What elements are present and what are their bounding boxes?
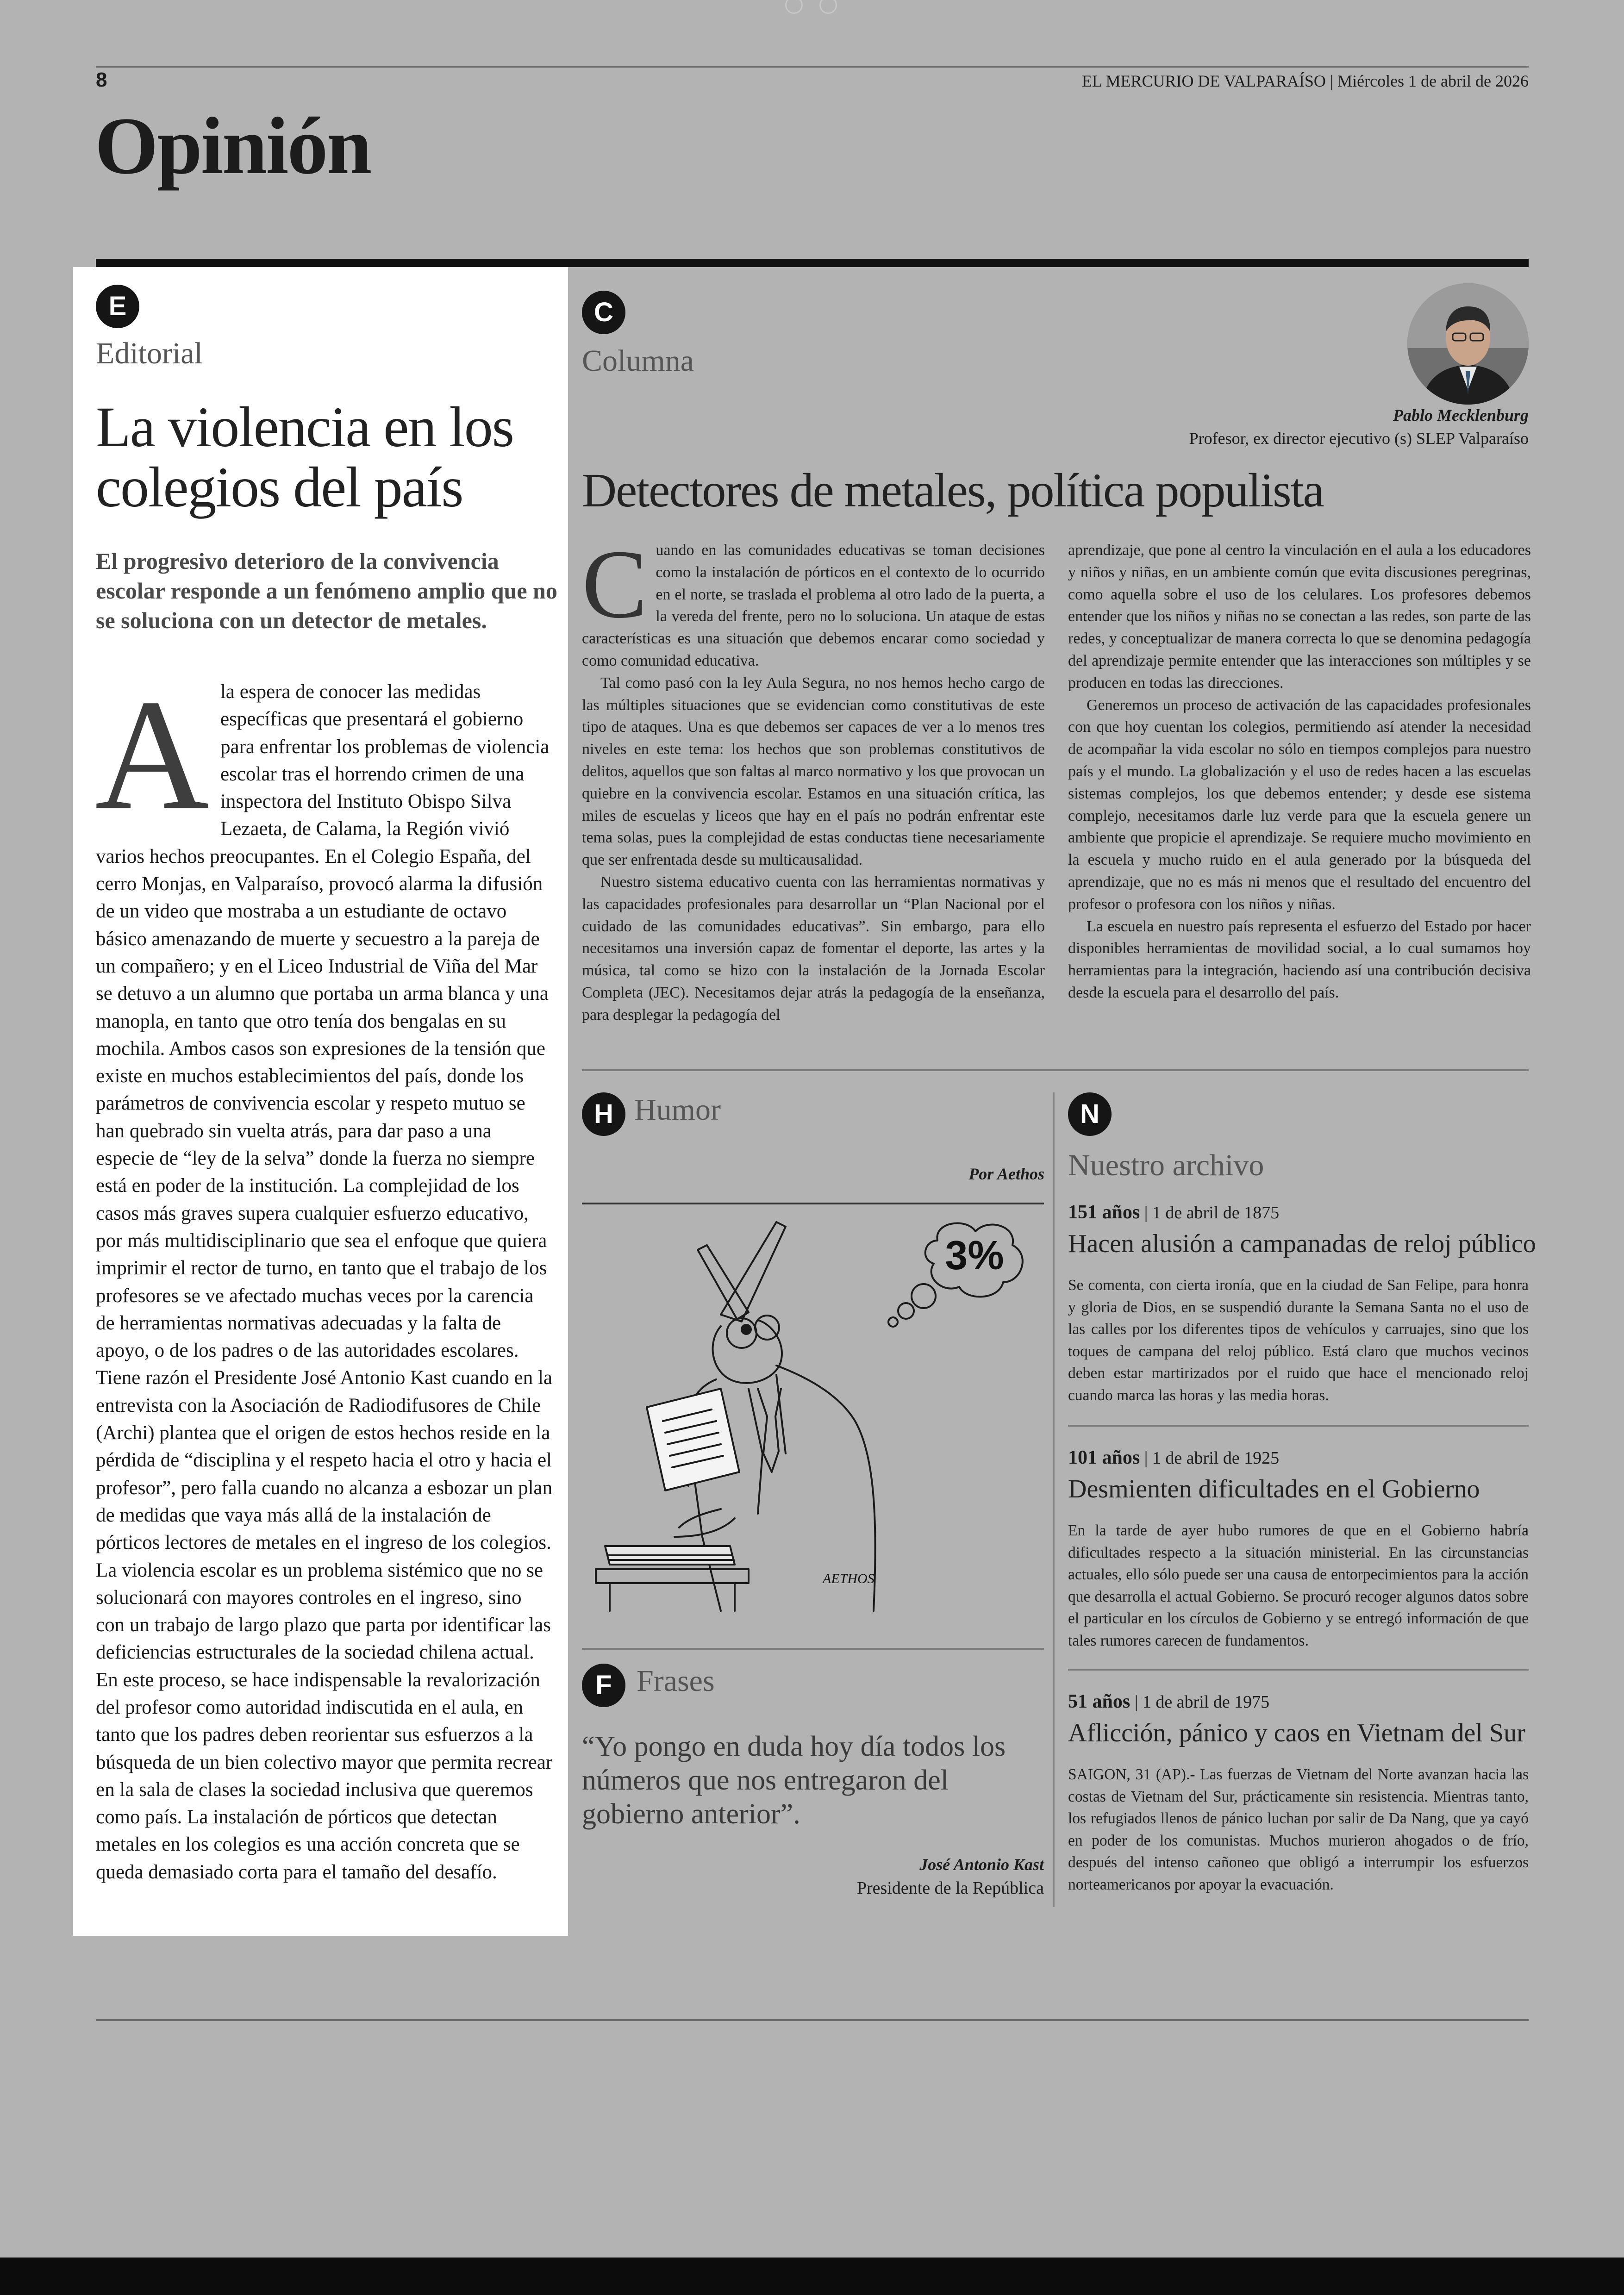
- humor-top-rule: [582, 1203, 1044, 1204]
- column-headline: Detectores de metales, política populista: [582, 464, 1324, 517]
- page-number: 8: [96, 69, 107, 91]
- archive-years-line: 151 años | 1 de abril de 1875: [1068, 1202, 1280, 1223]
- quote-author: José Antonio Kast: [919, 1855, 1044, 1874]
- author-portrait-icon: [1407, 283, 1529, 405]
- editorial-deck: El progresivo deterioro de la convivencia escolar responde a un fenómeno amplio que no se soluciona con un detector de metales.: [96, 548, 557, 633]
- section-rule: [96, 259, 1529, 267]
- editorial-badge: E: [96, 285, 139, 328]
- column-paragraph: Nuestro sistema educativo cuenta con las herramientas normativas y las capacidades profesionales para desarrollar un “Plan Nacional por el cuidado de las comunidades educativas”. Sin embargo, para ello necesitamos una inversión capaz de fomentar el deporte, las artes y la música, tal como se hizo con la instalación de la Jornada Escolar Completa (JEC). Necesitamos dejar atrás la pedagogía de la enseñanza, para desplegar la pedagogía del: [582, 873, 1045, 1023]
- archive-badge: N: [1068, 1092, 1112, 1136]
- archive-years-line: 101 años | 1 de abril de 1925: [1068, 1447, 1280, 1468]
- column-paragraph: Generemos un proceso de activación de las capacidades profesionales con que hoy cuentan los colegios, permitiendo así atender la necesidad de acompañar la vida escolar no sólo en tiempos complejos para nuestro país y el mundo. La globalización y el uso de redes hacen a las escuelas sistemas complejos, los que debemos entender; y desde ese sistema complejo, necesitamos darle luz verde para que la escuela genere un ambiente que propicie el aprendizaje. Se requiere mucho movimiento en la escuela y mucho ruido en el aula generado por la búsqueda del aprendizaje, que no es más ni menos que el resultado del encuentro del profesor o profesora con los niños y niñas.: [1068, 696, 1531, 913]
- masthead: EL MERCURIO DE VALPARAÍSO | Miércoles 1 de abril de 2026: [1081, 72, 1529, 90]
- column-divider: [582, 1069, 1529, 1071]
- bottom-bar: [0, 2258, 1624, 2295]
- column-kicker: Columna: [582, 344, 694, 378]
- editorial-dropcap: A: [95, 667, 209, 842]
- archive-divider: [1068, 1425, 1529, 1427]
- archive-divider: [1068, 1669, 1529, 1671]
- editorial-kicker: Editorial: [96, 337, 203, 370]
- archive-date: 1 de abril de 1975: [1142, 1692, 1270, 1712]
- editorial-body: [95, 667, 554, 1886]
- archive-text: Se comenta, con cierta ironía, que en la ciudad de San Felipe, para honra y gloria de Dios, en se suspendió durante la Semana Santa no el uso de las calles por los diferentes tipos de vehículos y carruajes, sino que los toques de campana del reloj público. Está claro que muchos vecinos deben estar martirizados por el ruido que hace el mencionado reloj cuando marca las horas y las media horas.: [1068, 1277, 1529, 1404]
- humor-kicker: Humor: [634, 1093, 721, 1127]
- archive-kicker: Nuestro archivo: [1068, 1148, 1264, 1182]
- editorial-paragraph: la espera de conocer las medidas específicas que presentará el gobierno para enfrentar los problemas de violencia escolar tras el horrendo crimen de una inspectora del Instituto Obispo Silva Lezaeta, de Calama, la Región vivió varios hechos preocupantes. En el Colegio España, del cerro Monjas, en Valparaíso, provocó alarma la difusión de un video que mostraba a un estudiante de octavo básico amenazando de muerte y secuestro a la pareja de un compañero; y en el Liceo Industrial de Viña del Mar se detuvo a un alumno que portaba un arma blanca y una manopla, en tanto que otro tenía dos bengalas en su mochila. Ambos casos son expresiones de la tensión que existe en muchos establecimientos del país, donde los parámetros de convivencia escolar y respeto mutuo se han quebrado sin vuelta atrás, para dar paso a una especie de “ley de la selva” donde la fuerza no siempre está en poder de la institución. La complejidad de los casos más graves supera cualquier esfuerzo educativo, por más multidisciplinario que sea el enfoque que quiera imprimir el rector de turno, en tanto que el trabajo de los profesores se ve afectado muchas veces por la carencia de herramientas normativas adecuadas y la falta de apoyo, o de los padres o de las autoridades escolares.: [96, 681, 550, 1362]
- archive-years: 101 años: [1068, 1447, 1140, 1468]
- archive-years-line: 51 años | 1 de abril de 1975: [1068, 1691, 1270, 1712]
- archive-date: 1 de abril de 1875: [1152, 1203, 1280, 1222]
- archive-text: En la tarde de ayer hubo rumores de que en el Gobierno habría dificultades respecto a la situación ministerial. En las circunstancias actuales, ello sólo puede ser una causa de entorpecimientos para la acción que desarrolla el actual Gobierno. Se procuró recoger algunos datos sobre el particular en los círculos de Gobierno y se entregó información de que tales rumores carecen de fundamentos.: [1068, 1522, 1529, 1649]
- frases-quote: “Yo pongo en duda hoy día todos los números que nos entregaron del gobierno anterior”.: [582, 1731, 1006, 1830]
- column-author-role: Profesor, ex director ejecutivo (s) SLEP Valparaíso: [1189, 429, 1529, 448]
- editorial-paragraph: Tiene razón el Presidente José Antonio Kast cuando en la entrevista con la Asociación de Radiodifusores de Chile (Archi) plantea que el origen de estos hechos reside en la pérdida de “disciplina y el respeto hacia el otro y hacia el profesor”, pero falla cuando no alcanza a esbozar un plan de medidas que vaya más allá de la instalación de pórticos lectores de metales en el ingreso de los colegios. La violencia escolar es un problema sistémico que no se solucionará con mayores controles en el ingreso, sino con un trabajo de largo plazo que parta por identificar las deficiencias estructurales de la sociedad chilena actual. En este proceso, se hace indispensable la revalorización del profesor como autoridad indiscutida en el aula, en tanto que los padres deben reorientar sus esfuerzos a la búsqueda de un bien colectivo mayor que permita recrear en la sala de clases la sociedad inclusiva que queremos como país. La instalación de pórticos que detectan metales en los colegios es una acción concreta que se queda demasiado corta para el tamaño del desafío.: [96, 1367, 553, 1883]
- archive-headline: Aflicción, pánico y caos en Vietnam del Sur: [1068, 1719, 1525, 1747]
- author-photo: [1407, 283, 1529, 405]
- column-author: Pablo Mecklenburg: [1393, 406, 1529, 424]
- archive-years: 51 años: [1068, 1691, 1131, 1712]
- next-page-icon[interactable]: [819, 0, 837, 14]
- cartoon-signature: AETHOS: [823, 1571, 874, 1586]
- archive-years: 151 años: [1068, 1202, 1140, 1223]
- column-paragraph: aprendizaje, que pone al centro la vinculación en el aula a los educadores y niños y niñas, en un ambiente común que evita discusiones peregrinas, como aquella sobre el uso de los celulares. Los profesores debemos entender que los niños y niñas no se conectan a las redes, son parte de las redes, y conceptualizar de manera correcta lo que se denomina pedagogía del aprendizaje permite entender que las interacciones son múltiples y se producen en todas las direcciones.: [1068, 542, 1531, 692]
- column-badge: C: [582, 291, 625, 334]
- column-text-right: [1068, 539, 1531, 1004]
- cartoon: [582, 1213, 1044, 1620]
- cartoon-drawing: [582, 1213, 1044, 1620]
- humor-byline: Por Aethos: [968, 1165, 1044, 1183]
- column-paragraph: uando en las comunidades educativas se toman decisiones como la instalación de pórticos en el contexto de lo ocurrido en el norte, se traslada el problema al otro lado de la puerta, a la vereda del frente, pero no lo soluciona. Un ataque de estas características es una situación que debemos encarar como sociedad y como comunidad educativa.: [582, 542, 1045, 669]
- column-paragraph: La escuela en nuestro país representa el esfuerzo del Estado por hacer disponibles herramientas de movilidad social, a lo cual sumamos hoy herramientas para la integración, haciendo así una contribución decisiva desde la escuela para el desarrollo del país.: [1068, 917, 1531, 1001]
- header-rule: [96, 66, 1529, 68]
- footer-rule: [96, 2019, 1529, 2021]
- bubble-text: 3%: [945, 1232, 1004, 1278]
- section-title: Opinión: [95, 101, 371, 191]
- humor-bottom-rule: [582, 1648, 1044, 1650]
- archive-headline: Desmienten dificultades en el Gobierno: [1068, 1475, 1480, 1503]
- column-paragraph: Tal como pasó con la ley Aula Segura, no nos hemos hecho cargo de las múltiples situaciones que se evidencian como constitutivas de este tipo de ataques. Una es que debemos ser capaces de ver a lo menos tres niveles en este tema: los hechos que son problemas constitutivos de delitos, aquellos que son faltas al marco normativo y los que provocan un quiebre en la convivencia escolar. Estamos en una situación crítica, las miles de escuelas y liceos que hay en el país no podrán enfrentar este tema solas, pues la complejidad de estas conductas tiene necesariamente que ser enfrentada desde su multicausalidad.: [582, 674, 1045, 869]
- archive-date: 1 de abril de 1925: [1152, 1448, 1280, 1468]
- frases-badge: F: [582, 1664, 625, 1707]
- archive-item: [1068, 1690, 1529, 1896]
- editorial-headline: La violencia en los colegios del país: [96, 395, 513, 519]
- archive-item: [1068, 1447, 1529, 1652]
- vertical-divider: [1053, 1092, 1055, 1907]
- column-text-left: [582, 530, 1045, 1026]
- archive-headline: Hacen alusión a campanadas de reloj público: [1068, 1229, 1536, 1258]
- humor-badge: H: [582, 1092, 625, 1136]
- archive-text: SAIGON, 31 (AP).- Las fuerzas de Vietnam del Norte avanzan hacia las costas de Vietnam del Sur, prácticamente sin resistencia. Mientras tanto, los refugiados llenos de pánico luchan por salir de Da Nang, que ya cayó en poder de los comunistas. Muchos murieron ahogados o de frío, después del intenso cañoneo que obligó a interrumpir los esfuerzos norteamericanos por apoyar la evacuación.: [1068, 1766, 1529, 1893]
- archive-item: [1068, 1201, 1536, 1406]
- frases-kicker: Frases: [637, 1664, 715, 1698]
- previous-page-icon[interactable]: [785, 0, 803, 14]
- quote-author-role: Presidente de la República: [856, 1878, 1044, 1898]
- column-dropcap: C: [582, 530, 648, 638]
